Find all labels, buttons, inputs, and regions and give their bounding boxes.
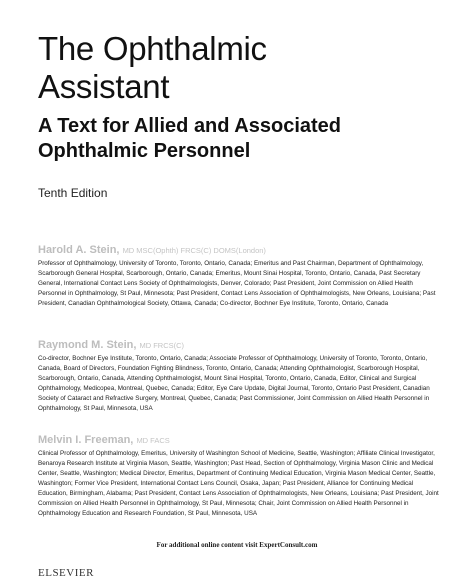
author-block — [38, 244, 442, 309]
author-name — [38, 244, 442, 257]
author-bio: Professor of Ophthalmology, University of Toronto, Toronto, Ontario, Canada; Emeritus and Past Chairman, Department of Ophthalmology, Scarborough General Hospital, Scarborough, Ontario, Canada; Emeritus, Mount Sinai Hospital, Toronto, Ontario, Canada, Past Secretary General, International Contact Lens Society of Ophthalmologists, Denver, Colorado; Past President, Joint Commission on Allied Health Personnel in Ophthalmology, St Paul, Minnesota; Past President, Contact Lens Association of Ophthalmologists, New Orleans, Louisiana; Past President, Canadian Ophthalmological Society, Ottawa, Canada; Co-director, Bochner Eye Institute, Toronto, Ontario, Canada — [38, 260, 436, 307]
book-subtitle — [38, 114, 458, 164]
author-name-text: Harold A. Stein, — [38, 244, 120, 256]
author-bio: Clinical Professor of Ophthalmology, Emeritus, University of Washington School of Medicine, Seattle, Washington; Affiliate Clinical Investigator, Benaroya Research Institute at Virginia Mason, Seattle, Washington; Past Head, Section of Ophthalmology, Virginia Mason Clinic and Medical Center, Seattle, Washington; Medical Director, Emeritus, Department of Continuing Medical Education, Virginia Mason Medical Center, Seattle, Washington; Former Vice President, International Contact Lens Council, Osaka, Japan; Past President, Alliance for Continuing Medical Education, Birmingham, Alabama; Past President, Contact Lens Association of Ophthalmologists, New Orleans, Louisiana; Past President, Joint Commission on Allied Health Personnel in Ophthalmology, St Paul, Minnesota; Chair, Joint Commission on Allied Health Personnel in Ophthalmology Education and Research Foundation, St Paul, Minnesota, USA — [38, 450, 439, 517]
author-credentials: MD FACS — [136, 436, 170, 445]
author-bio: Co-director, Bochner Eye Institute, Toronto, Ontario, Canada; Associate Professor of Ophthalmology, University of Toronto, Toronto, Ontario, Canada, Board of Directors, Foundation Fighting Blindness, Toronto, Ontario, Canada; Attending Ophthalmologist, Scarborough Hospital, Scarborough, Ontario, Canada, Attending Ophthalmologist, Mount Sinai Hospital, Toronto, Ontario, Canada, Editor, Clinical and Surgical Ophthalmology, Medicopea, Montreal, Quebec, Canada; Editor, Eye Care Update, Digital Journal, Toronto, Ontario Past President, Canadian Society of Cataract and Refractive Surgery, Montreal, Quebec, Canada; Past Commissioner, Joint Commission on Allied Health Personnel in Ophthalmology, St Paul, Minnesota, USA — [38, 355, 430, 412]
publisher-logo: ELSEVIER — [38, 567, 94, 579]
book-title-line-2: Assistant — [38, 68, 170, 105]
book-title-line-1: The Ophthalmic — [38, 30, 267, 67]
online-content-note: For additional online content visit ExpertConsult.com — [156, 541, 318, 549]
author-block — [38, 339, 442, 414]
book-subtitle-line-1: A Text for Allied and Associated — [38, 115, 342, 137]
author-block — [38, 434, 442, 519]
author-credentials: MD MSC(Ophth) FRCS(C) DOMS(London) — [122, 246, 266, 255]
author-name — [38, 339, 442, 352]
author-name-text: Raymond M. Stein, — [38, 339, 137, 351]
book-subtitle-line-2: Ophthalmic Personnel — [38, 140, 251, 162]
edition-label: Tenth Edition — [38, 186, 108, 200]
author-name-text: Melvin I. Freeman, — [38, 434, 134, 446]
author-credentials: MD FRCS(C) — [139, 341, 185, 350]
author-name — [38, 434, 442, 447]
book-title — [38, 30, 458, 106]
